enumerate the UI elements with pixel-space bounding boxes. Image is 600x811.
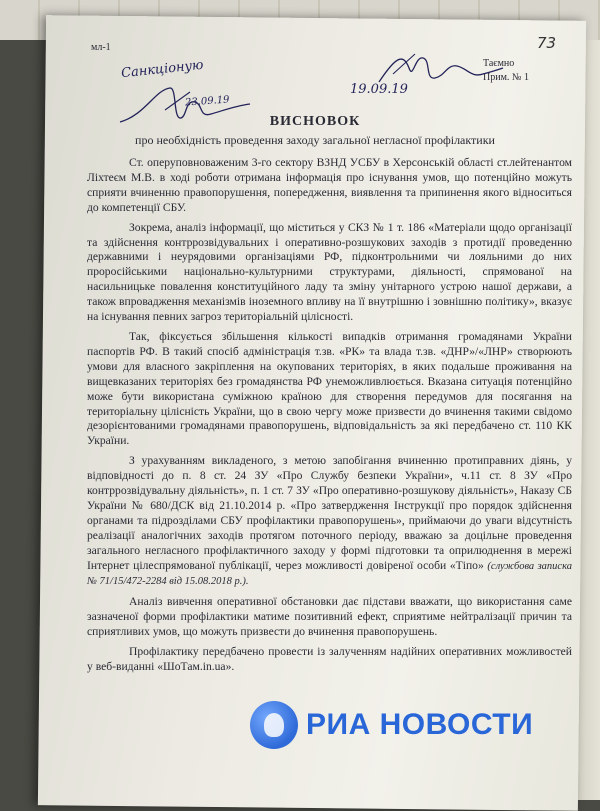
paragraph-3: Так, фіксується збільшення кількості випадків отримання громадянами України паспортів РФ. В такий спосіб адміністрація т.зв. «РК» та влада т.зв. «ДНР»/«ЛНР» створюють умови для власного закріплення на окупованих територіях, в яких подальше проживання на вищевказаних територіях без громадянства РФ унеможливлюється. Вказана ситуація потенційно може бути використана суміжною країною для створення передумов для посягання на територіальну цілісність України, що в свою чергу може призвести до вчинення такими свідомо дезорієнтованими громадянами правопорушень, відповідальність за які передбачено ст. 110 КК України. [87, 329, 572, 448]
paragraph-4 [87, 454, 572, 590]
watermark-text: РИА НОВОСТИ [306, 708, 534, 741]
document-title: ВИСНОВОК [269, 114, 361, 129]
handwritten-date: 19.09.19 [350, 82, 408, 97]
document [75, 30, 580, 800]
paragraph-2: Зокрема, аналіз інформації, що міститься у СКЗ № 1 т. 186 «Матеріали щодо організації та здійснення контррозвідувальних і оперативно-розшукових заходів з протидії проведенню державними і неурядовими організаціями РФ, підконтрольними чи лояльними до них проросійськими національно-культурними структурами, діяльності, спрямованої на насильницьке повалення конституційного ладу та зміну унітарного устрою нашої держави, а також впровадження механізмів іноземного впливу на її внутрішню і зовнішню політику», вказує на існування певних загроз територіальній цілісності. [87, 220, 572, 324]
file-code: мл-1 [91, 42, 111, 53]
document-subtitle: про необхідність проведення заходу загальної негласної профілактики [135, 133, 495, 147]
ria-logo-icon [250, 701, 298, 749]
paragraph-4-text: З урахуванням викладеного, з метою запобігання вчиненню протиправних діянь, у відповідності до п. 8 ст. 24 ЗУ «Про Службу безпеки України», ч.11 ст. 8 ЗУ «Про контррозвідувальну діяльність», п. 1 ст. 7 ЗУ «Про оперативно-розшукову діяльність», Наказу СБ України № 680/ДСК від 21.10.2014 р. «Про затвердження Інструкції про порядок здійснення органами та підрозділами СБУ профілактики правопорушень», приймаючи до уваги відсутність реалізації аналогічних заходів протягом поточного періоду, вважаю за доцільне проведення загального негласного профілактичного заходу у формі підготовки та оприлюднення в мережі Інтернет цілеспрямованої публікації, через можливості довіреної особи «Тіпо» [87, 454, 572, 572]
document-body [87, 156, 572, 680]
secrecy-label: Таємно [483, 58, 515, 69]
watermark [250, 700, 533, 750]
approval-date: 23.09.19 [184, 94, 230, 109]
copy-number: Прим. № 1 [483, 72, 529, 83]
paragraph-1: Ст. оперуповноваженим 3-го сектору ВЗНД УСБУ в Херсонській області ст.лейтенантом Ліхтеєм М.В. в ході роботи отримана інформація про існування умов, що потенційно можуть сприяти вчиненню правопорушення, попередження, виявлення та припинення якого відноситься до компетенції СБУ. [87, 156, 572, 214]
paragraph-5: Аналіз вивчення оперативної обстановки дає підстави вважати, що використання саме зазначеної форми профілактики матиме позитивний ефект, сприятиме нейтралізації причин та сприятливих умов, що можуть призвести до вчинення правопорушень. [87, 595, 572, 639]
page-corner-number: 73 [537, 34, 557, 52]
paragraph-6: Профілактику передбачено провести із залученням надійних оперативних можливостей у веб-виданні «ШоТам.in.ua». [87, 645, 572, 673]
approval-handwritten: Санкціоную [120, 57, 205, 82]
reference-note: (службова записка № 71/15/472-2284 від 15.08.2018 р.). [87, 560, 572, 588]
